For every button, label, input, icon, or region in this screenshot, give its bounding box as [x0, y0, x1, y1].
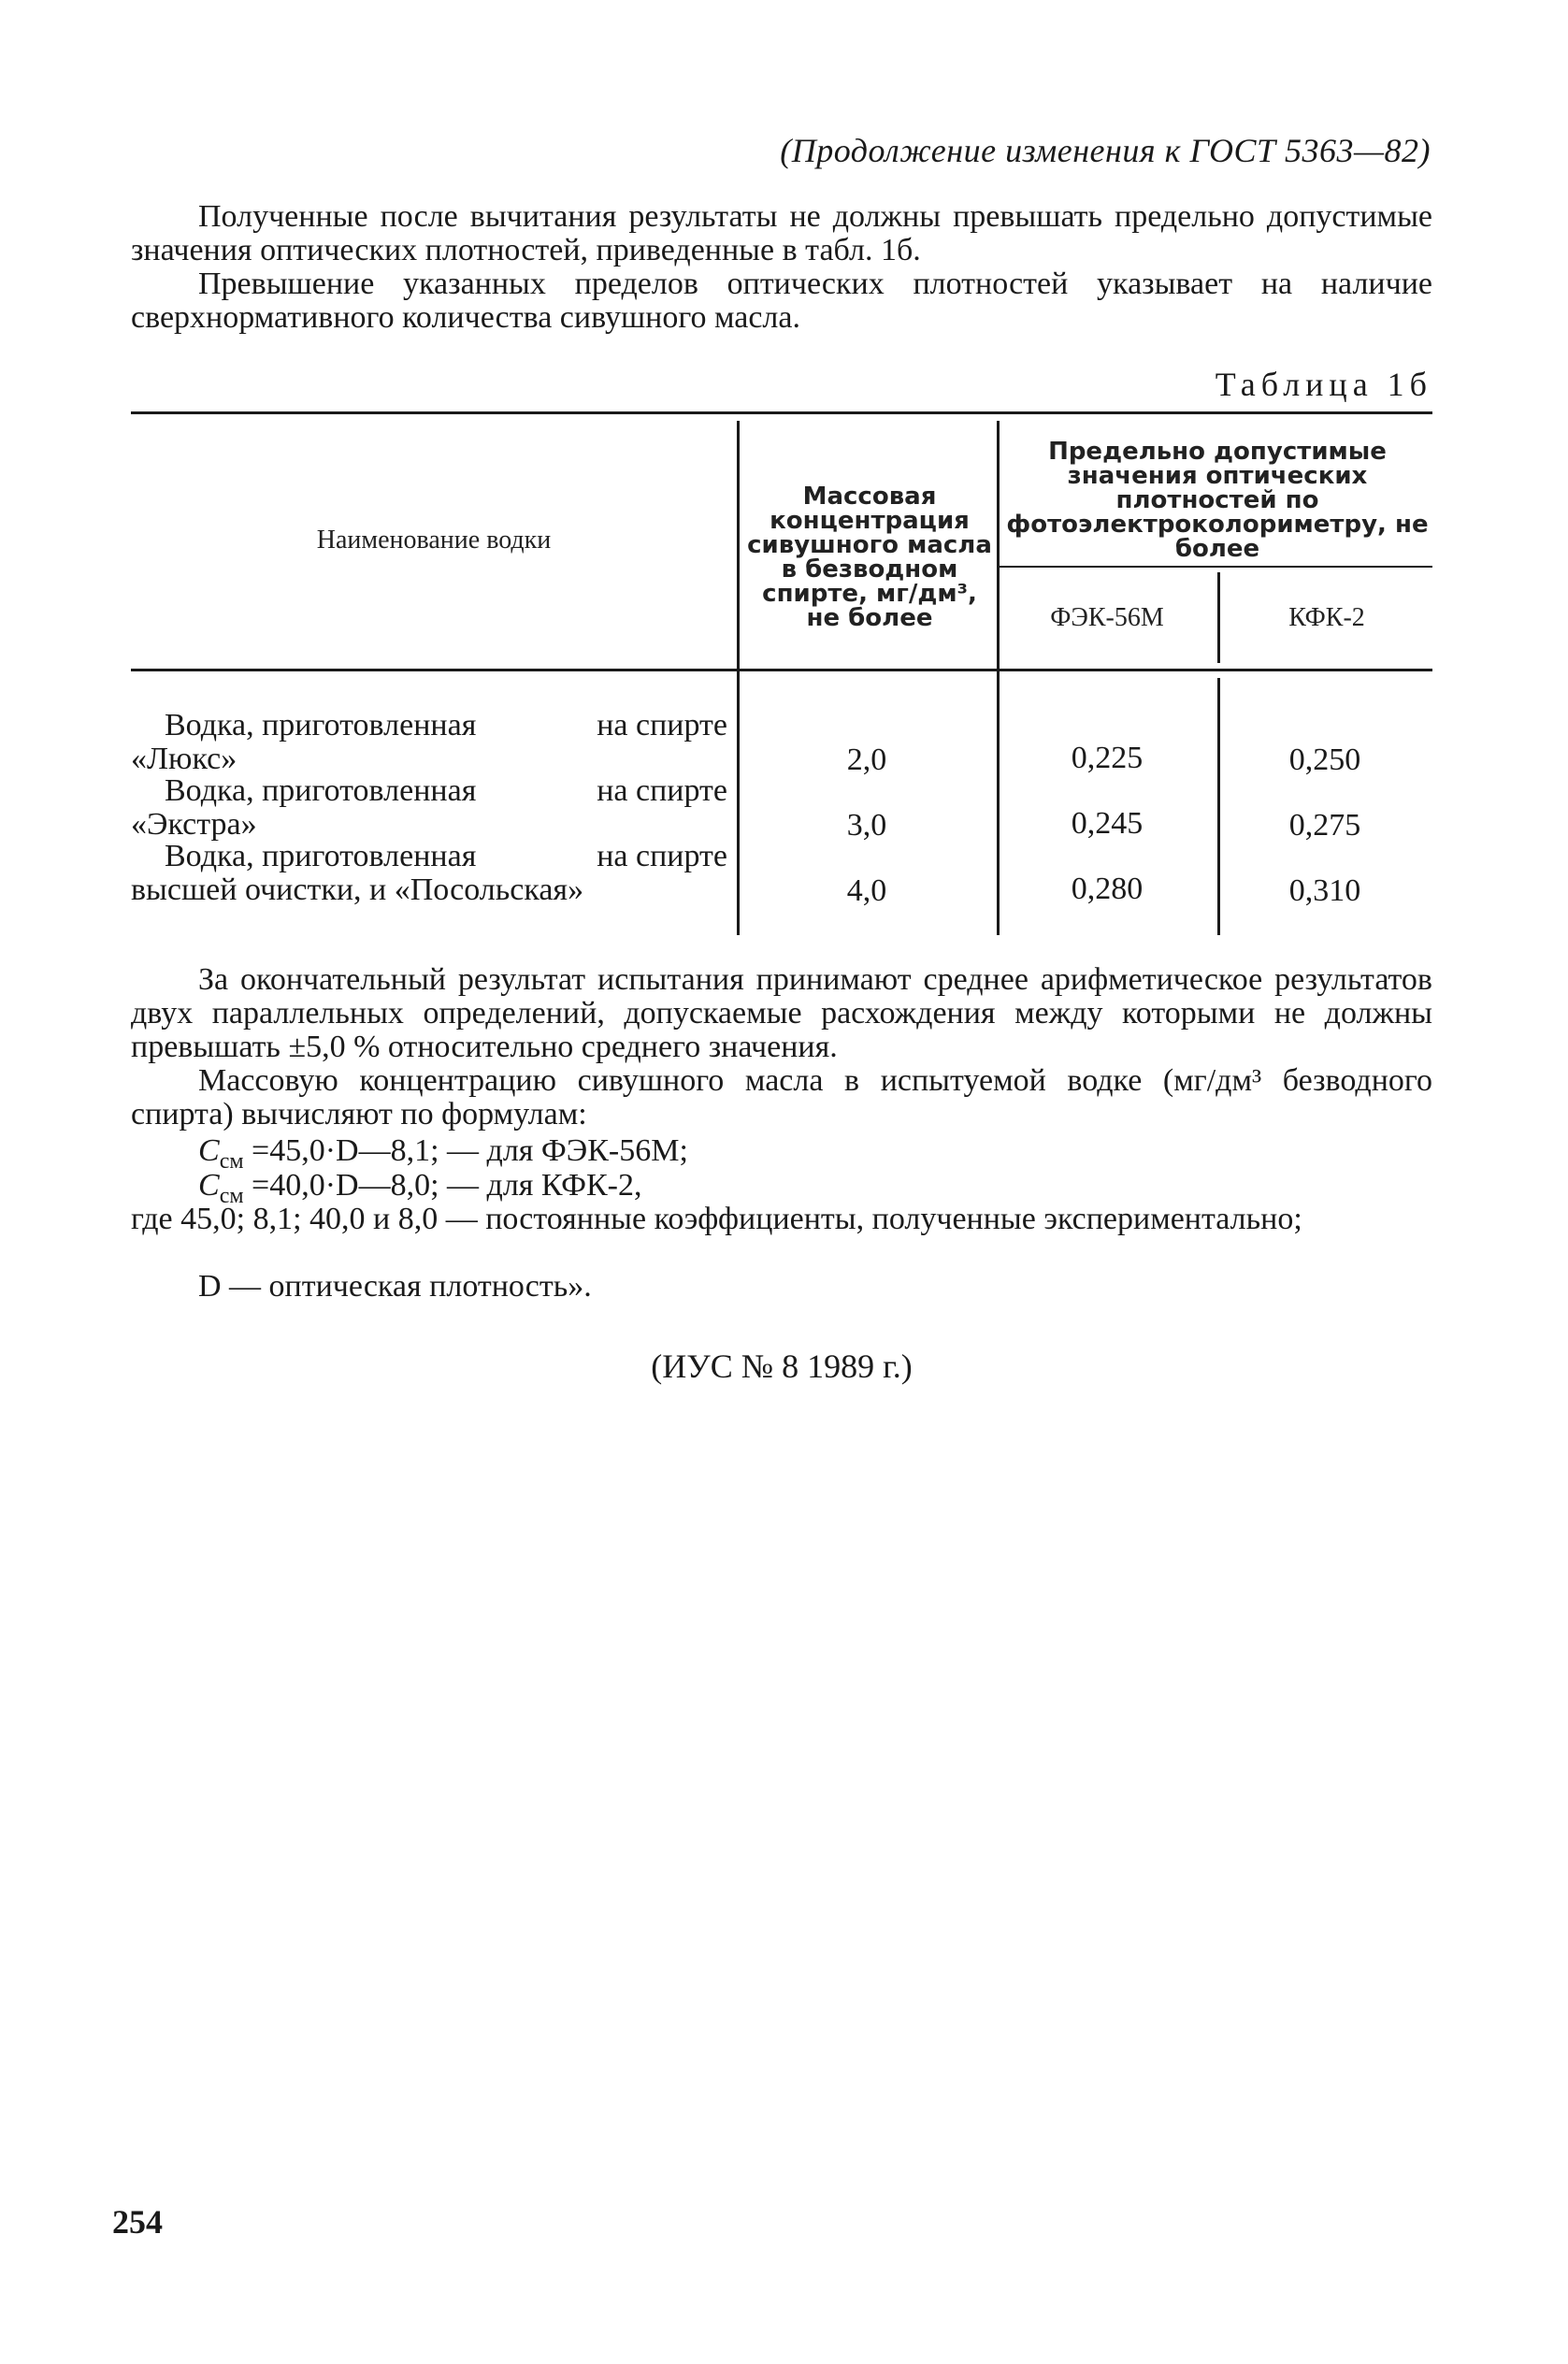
body-text: [131, 963, 1432, 1132]
row-name: на спирте: [597, 773, 727, 808]
paragraph: Превышение указанных пределов оптических плотностей указывает на наличие сверхнормативного количества сивушного масла.: [131, 267, 1432, 335]
intro-text: [131, 200, 1432, 335]
formula-expression: =45,0·D—8,1; — для ФЭК-56М;: [252, 1133, 688, 1168]
subheader-rule: [997, 566, 1432, 568]
table-top-rule: [131, 411, 1432, 414]
table-row: [131, 709, 727, 776]
formula-subscript: см: [219, 1148, 244, 1174]
row-name: высшей очистки, и «Посольская»: [131, 872, 584, 907]
header-limits: Предельно допустимые значения оптических плотностей по фотоэлектроколориметру, не более: [1006, 438, 1429, 563]
paragraph: Полученные после вычитания результаты не должны превышать предельно допустимые значения оптических плотностей, приведенные в табл. 1б.: [131, 199, 1432, 267]
page-number: 254: [112, 2203, 163, 2241]
formula-symbol: C: [198, 1133, 220, 1168]
row-name: на спирте: [597, 839, 727, 873]
table-row: [131, 840, 727, 907]
document-header: (Продолжение изменения к ГОСТ 5363—82): [780, 132, 1431, 169]
table-row: [131, 774, 727, 842]
column-divider: [997, 421, 1000, 935]
column-divider: [737, 421, 740, 935]
row-mass: 3,0: [846, 808, 887, 843]
row-name: Водка, приготовленная: [165, 773, 477, 808]
header-bottom-rule: [131, 669, 1432, 671]
header-kfk: КФК-2: [1288, 603, 1365, 632]
row-mass: 4,0: [846, 873, 887, 908]
row-name: на спирте: [597, 708, 727, 742]
formula-subscript: см: [219, 1183, 244, 1208]
d-definition: D — оптическая плотность».: [198, 1269, 592, 1304]
row-name: Водка, приготовленная: [165, 708, 477, 742]
row-fek: 0,225: [1071, 741, 1144, 775]
header-fek: ФЭК-56М: [1050, 603, 1164, 632]
header-name: Наименование водки: [316, 526, 552, 555]
row-kfk: 0,250: [1288, 742, 1361, 777]
row-mass: 2,0: [846, 742, 887, 777]
data-table: [131, 411, 1432, 935]
paragraph: За окончательный результат испытания принимают среднее арифметическое результатов двух параллельных определений, допускаемые расхождения между которыми не должны превышать ±5,0 % относительно среднего значения.: [131, 962, 1432, 1064]
row-kfk: 0,310: [1288, 873, 1361, 908]
row-kfk: 0,275: [1288, 808, 1361, 843]
row-fek: 0,280: [1071, 872, 1144, 906]
formula-expression: =40,0·D—8,0; — для КФК-2,: [252, 1168, 642, 1203]
row-name: «Экстра»: [131, 807, 257, 842]
paragraph: Массовую концентрацию сивушного масла в испытуемой водке (мг/дм³ безводного спирта) вычисляют по формулам:: [131, 1063, 1432, 1132]
row-fek: 0,245: [1071, 806, 1144, 841]
header-mass-concentration: Массовая концентрация сивушного масла в безводном спирте, мг/дм³, не более: [747, 483, 992, 632]
formula-symbol: C: [198, 1168, 220, 1203]
row-name: «Люкс»: [131, 742, 237, 776]
column-divider: [1217, 572, 1220, 663]
row-name: Водка, приготовленная: [165, 839, 477, 873]
where-text: [131, 1203, 1432, 1236]
source-reference: (ИУС № 8 1989 г.): [651, 1348, 913, 1385]
coefficients-note: где 45,0; 8,1; 40,0 и 8,0 — постоянные коэффициенты, полученные экспериментально;: [131, 1202, 1302, 1236]
table-caption: Таблица 1б: [1215, 366, 1432, 403]
